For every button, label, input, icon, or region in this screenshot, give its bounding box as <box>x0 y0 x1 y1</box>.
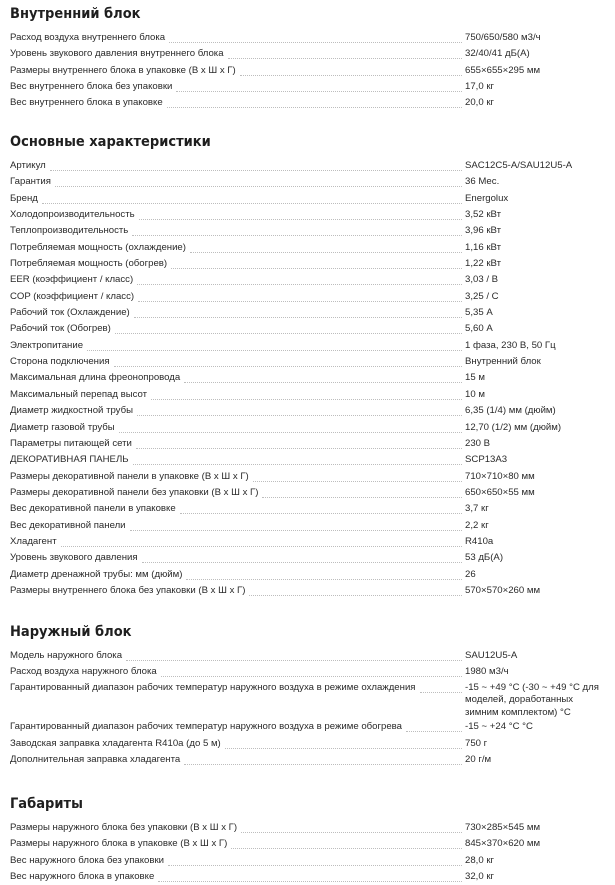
spec-row <box>10 436 605 452</box>
spec-value: -15 ~ +24 °C °C <box>465 721 533 733</box>
spec-value: 53 дБ(А) <box>465 552 504 564</box>
spec-label: Размеры декоративной панели в упаковке (В х Ш х Г) <box>10 469 253 485</box>
spec-label: Модель наружного блока <box>10 648 126 664</box>
spec-row <box>10 321 605 337</box>
spec-row <box>10 370 605 386</box>
spec-value: 650×650×55 мм <box>465 486 535 498</box>
spec-row <box>10 46 605 62</box>
spec-label: Бренд <box>10 191 42 207</box>
spec-list <box>10 30 605 112</box>
spec-row <box>10 664 605 680</box>
spec-value: 20,0 кг <box>465 97 495 109</box>
spec-row <box>10 567 605 583</box>
spec-value: 230 В <box>465 437 491 449</box>
spec-value: 32/40/41 дБ(А) <box>465 48 530 60</box>
spec-row <box>10 95 605 111</box>
spec-value: 5,60 А <box>465 323 493 335</box>
spec-label: Вес наружного блока без упаковки <box>10 853 168 869</box>
spec-value: SCP13A3 <box>465 454 508 466</box>
spec-row <box>10 752 605 768</box>
spec-row <box>10 63 605 79</box>
spec-label: Рабочий ток (Обогрев) <box>10 321 115 337</box>
spec-value: 3,03 / B <box>465 274 499 286</box>
spec-label: Размеры внутреннего блока без упаковки (В х Ш х Г) <box>10 583 249 599</box>
spec-label: Рабочий ток (Охлаждение) <box>10 305 134 321</box>
spec-value: -15 ~ +49 °C (-30 ~ +49 °C для моделей, доработанных зимним комплектом) °C <box>465 681 599 718</box>
spec-label: Диаметр дренажной трубы: мм (дюйм) <box>10 567 186 583</box>
section-main-specs <box>10 132 605 599</box>
spec-label: Диаметр жидкостной трубы <box>10 403 137 419</box>
spec-value: 5,35 А <box>465 307 493 319</box>
spec-row <box>10 305 605 321</box>
spec-value: 3,25 / C <box>465 290 499 302</box>
spec-label: EER (коэффициент / класс) <box>10 272 137 288</box>
spec-label: Вес внутреннего блока без упаковки <box>10 79 176 95</box>
spec-label: Вес внутреннего блока в упаковке <box>10 95 167 111</box>
spec-row <box>10 583 605 599</box>
spec-label: Гарантированный диапазон рабочих температур наружного воздуха в режиме охлаждения <box>10 682 420 695</box>
spec-value: 26 <box>465 568 476 580</box>
spec-value: SAC12C5-A/SAU12U5-A <box>465 160 573 171</box>
spec-value: Energolux <box>465 192 509 204</box>
spec-label: Расход воздуха внутреннего блока <box>10 30 169 46</box>
section-title: Внутренний блок <box>10 6 141 22</box>
spec-label: Электропитание <box>10 338 87 354</box>
spec-label: Сторона подключения <box>10 354 114 370</box>
spec-list <box>10 158 605 599</box>
spec-row <box>10 550 605 566</box>
spec-value: 1980 м3/ч <box>465 666 509 678</box>
spec-value: Внутренний блок <box>465 356 541 368</box>
spec-row <box>10 240 605 256</box>
spec-label: Расход воздуха наружного блока <box>10 664 161 680</box>
section-dimensions <box>10 794 605 885</box>
spec-row <box>10 403 605 419</box>
spec-row <box>10 534 605 550</box>
spec-value: 750/650/580 м3/ч <box>465 32 541 43</box>
spec-row <box>10 452 605 468</box>
section-title: Наружный блок <box>10 624 132 640</box>
spec-value: 2,2 кг <box>465 519 489 531</box>
spec-label: Вес декоративной панели <box>10 518 130 534</box>
spec-row <box>10 354 605 370</box>
section-indoor-unit <box>10 4 605 112</box>
spec-value: 6,35 (1/4) мм (дюйм) <box>465 405 556 417</box>
spec-row <box>10 256 605 272</box>
spec-label: Дополнительная заправка хладагента <box>10 752 184 768</box>
spec-value: 17,0 кг <box>465 81 495 93</box>
spec-label: COP (коэффициент / класс) <box>10 289 138 305</box>
spec-row <box>10 853 605 869</box>
spec-label: Заводская заправка хладагента R410a (до 5 м) <box>10 736 225 752</box>
spec-row <box>10 289 605 305</box>
spec-value: 750 г <box>465 737 488 749</box>
spec-label: Максимальная длина фреонопровода <box>10 370 184 386</box>
spec-value: 710×710×80 мм <box>465 470 535 482</box>
spec-value: 730×285×545 мм <box>465 822 541 833</box>
spec-value: 20 г/м <box>465 754 492 766</box>
spec-label: Размеры внутреннего блока в упаковке (В х Ш х Г) <box>10 63 240 79</box>
spec-label: Параметры питающей сети <box>10 436 136 452</box>
spec-label: Вес наружного блока в упаковке <box>10 869 158 885</box>
spec-row <box>10 158 605 174</box>
spec-label: Хладагент <box>10 534 61 550</box>
spec-value: 28,0 кг <box>465 854 495 866</box>
section-title: Основные характеристики <box>10 134 211 150</box>
spec-row <box>10 836 605 852</box>
spec-value: 845×370×620 мм <box>465 838 541 850</box>
spec-label: Гарантированный диапазон рабочих температур наружного воздуха в режиме обогрева <box>10 719 406 735</box>
spec-row <box>10 469 605 485</box>
spec-value: 3,52 кВт <box>465 209 502 221</box>
spec-value: SAU12U5-A <box>465 650 518 661</box>
spec-row <box>10 338 605 354</box>
spec-label: Артикул <box>10 158 50 174</box>
section-outdoor-unit <box>10 622 605 769</box>
spec-label: Теплопроизводительность <box>10 223 132 239</box>
spec-label: Уровень звукового давления внутреннего блока <box>10 46 228 62</box>
spec-row <box>10 485 605 501</box>
spec-value: 36 Мес. <box>465 176 500 188</box>
spec-row <box>10 648 605 664</box>
spec-value: 655×655×295 мм <box>465 64 541 76</box>
spec-value: 1 фаза, 230 В, 50 Гц <box>465 339 556 351</box>
spec-label: Размеры декоративной панели без упаковки (В х Ш х Г) <box>10 485 262 501</box>
spec-label: Размеры наружного блока в упаковке (В х Ш х Г) <box>10 836 231 852</box>
spec-value: 15 м <box>465 372 485 384</box>
spec-list <box>10 820 605 885</box>
spec-label: Потребляемая мощность (охлаждение) <box>10 240 190 256</box>
spec-row <box>10 420 605 436</box>
spec-label: Максимальный перепад высот <box>10 387 151 403</box>
spec-row <box>10 681 605 720</box>
spec-row <box>10 207 605 223</box>
spec-value: 1,22 кВт <box>465 258 502 270</box>
spec-label: Вес декоративной панели в упаковке <box>10 501 180 517</box>
spec-row <box>10 501 605 517</box>
spec-row <box>10 272 605 288</box>
spec-value: 10 м <box>465 388 485 400</box>
spec-label: Холодопроизводительность <box>10 207 139 223</box>
spec-value: 3,7 кг <box>465 503 489 515</box>
spec-value: 1,16 кВт <box>465 241 502 253</box>
spec-row <box>10 223 605 239</box>
spec-value: 570×570×260 мм <box>465 584 541 596</box>
spec-label: Потребляемая мощность (обогрев) <box>10 256 171 272</box>
spec-row <box>10 174 605 190</box>
spec-label: Уровень звукового давления <box>10 550 142 566</box>
spec-row <box>10 30 605 46</box>
spec-row <box>10 736 605 752</box>
spec-value: 12,70 (1/2) мм (дюйм) <box>465 421 562 433</box>
spec-label: ДЕКОРАТИВНАЯ ПАНЕЛЬ <box>10 452 133 468</box>
spec-row <box>10 387 605 403</box>
spec-value: 32,0 кг <box>465 871 495 883</box>
spec-row <box>10 820 605 836</box>
spec-row <box>10 191 605 207</box>
spec-value: R410a <box>465 535 494 547</box>
spec-row <box>10 518 605 534</box>
spec-list <box>10 648 605 769</box>
spec-row <box>10 79 605 95</box>
spec-value: 3,96 кВт <box>465 225 502 237</box>
spec-row <box>10 719 605 735</box>
spec-label: Размеры наружного блока без упаковки (В х Ш х Г) <box>10 820 241 836</box>
section-title: Габариты <box>10 796 83 812</box>
spec-label: Гарантия <box>10 174 55 190</box>
spec-label: Диаметр газовой трубы <box>10 420 119 436</box>
